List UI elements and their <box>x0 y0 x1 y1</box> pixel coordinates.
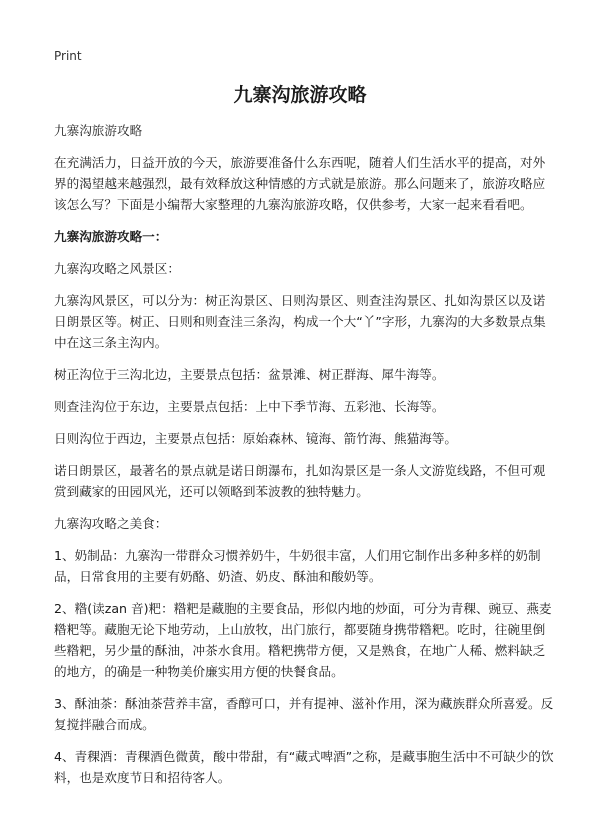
nuorilang-paragraph: 诺日朗景区，最著名的景点就是诺日朗瀑布，扎如沟景区是一条人文游览线路，不但可观赏到藏家的田园风光，还可以领略到苯波教的独特魅力。 <box>54 463 546 499</box>
section-heading: 九寨沟旅游攻略一： <box>54 229 168 244</box>
page-title: 九寨沟旅游攻略 <box>233 84 367 106</box>
article-subtitle: 九寨沟旅游攻略 <box>54 123 143 138</box>
food-item-zanba: 2、糌(读zan 音)粑：糌粑是藏胞的主要食品，形似内地的炒面，可分为青稞、豌豆、燕麦糌粑等。藏胞无论下地劳动，上山放牧，出门旅行，都要随身携带糌粑。吃时，往碗里倒些糌粑，另少量的酥油，冲茶水食用。糌粑携带方便，又是熟食，在地广人稀、燃料缺乏的地方，的确是一种物美价廉实用方便的快餐食品。 <box>54 601 552 679</box>
food-item-dairy: 1、奶制品：九寨沟一带群众习惯养奶牛，牛奶很丰富，人们用它制作出多种多样的奶制品，日常食用的主要有奶酪、奶渣、奶皮、酥油和酸奶等。 <box>54 548 541 584</box>
food-item-barley-wine: 4、青稞酒：青稞酒色微黄，酸中带甜，有“藏式啤酒”之称，是藏事胞生活中不可缺少的饮料，也是欢度节日和招待客人。 <box>54 749 554 785</box>
shuzheng-paragraph: 树正沟位于三沟北边，主要景点包括：盆景滩、树正群海、犀牛海等。 <box>54 367 445 382</box>
scenic-overview-paragraph: 九寨沟风景区，可以分为：树正沟景区、日则沟景区、则查洼沟景区、扎如沟景区以及诺日朗景区等。树正、日则和则查洼三条沟，构成一个大“丫”字形，九寨沟的大多数景点集中在这三条主沟内。 <box>54 293 546 350</box>
article-body <box>54 120 554 799</box>
zechawa-paragraph: 则查洼沟位于东边，主要景点包括：上中下季节海、五彩池、长海等。 <box>54 399 445 414</box>
rize-paragraph: 日则沟位于西边，主要景点包括：原始森林、镜海、箭竹海、熊猫海等。 <box>54 431 457 446</box>
print-label[interactable]: Print <box>54 49 82 63</box>
scenic-heading: 九寨沟攻略之风景区： <box>54 261 180 276</box>
food-item-butter-tea: 3、酥油茶：酥油茶营养丰富，香醇可口，并有提神、滋补作用，深为藏族群众所喜爱。反复搅拌融合而成。 <box>54 696 554 732</box>
food-heading: 九寨沟攻略之美食： <box>54 516 168 531</box>
intro-paragraph: 在充满活力，日益开放的今天，旅游要准备什么东西呢，随着人们生活水平的提高，对外界的渴望越来越强烈，最有效释放这种情感的方式就是旅游。那么问题来了，旅游攻略应该怎么写？下面是小编帮大家整理的九寨沟旅游攻略，仅供参考，大家一起来看看吧。 <box>54 155 546 212</box>
